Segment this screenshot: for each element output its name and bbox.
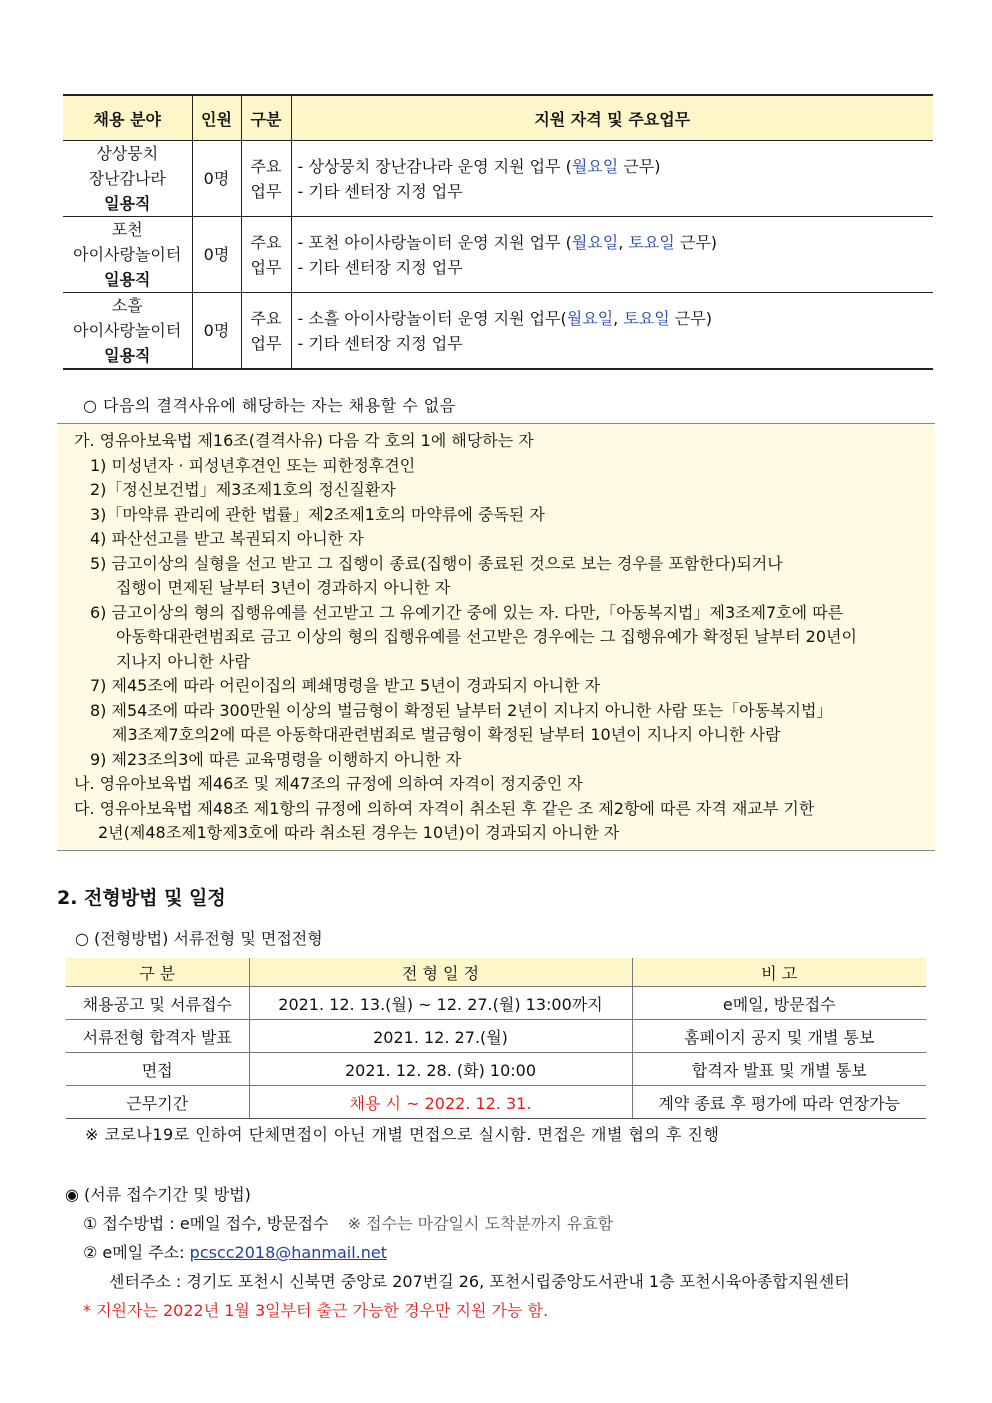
field-cell xyxy=(63,141,192,217)
schedule-date: 2021. 12. 13.(월) ~ 12. 27.(월) 13:00까지 xyxy=(249,987,632,1020)
schedule-table xyxy=(66,958,926,1119)
schedule-category: 근무기간 xyxy=(66,1086,249,1119)
schedule-category: 채용공고 및 서류접수 xyxy=(66,987,249,1020)
category-label: 업무 xyxy=(250,181,282,201)
method-note: ※ 접수는 마감일시 도착분까지 유효함 xyxy=(347,1214,614,1233)
duty-line: - 기타 센터장 지정 업무 xyxy=(297,333,463,353)
disq-line: 5) 금고이상의 실형을 선고 받고 그 집행이 종료(집행이 종료된 것으로 보는 경우를 포함한다)되거나 xyxy=(90,553,783,573)
disq-line: 9) 제23조의3에 따른 교육명령을 이행하지 아니한 자 xyxy=(90,749,462,769)
applicant-warning: * 지원자는 2022년 1월 3일부터 출근 가능한 경우만 지원 가능 함. xyxy=(83,1301,549,1320)
duty-line: - 기타 센터장 지정 업무 xyxy=(297,181,463,201)
application-method xyxy=(65,1209,850,1238)
disqualification-box xyxy=(57,423,935,851)
disq-line: 2)「정신보건법」제3조제1호의 정신질환자 xyxy=(90,480,396,499)
schedule-note: 합격자 발표 및 개별 통보 xyxy=(632,1053,926,1086)
category-cell xyxy=(241,293,291,370)
employment-type: 일용직 xyxy=(104,194,151,213)
table-row xyxy=(66,1086,926,1119)
category-cell xyxy=(241,217,291,293)
center-address: 센터주소 : 경기도 포천시 신북면 중앙로 207번길 26, 포천시립중앙도서관내 1층 포천시육아종합지원센터 xyxy=(109,1272,850,1291)
employment-type: 일용직 xyxy=(104,346,151,365)
duty-line: - 소흘 아이사랑놀이터 운영 지원 업무(월요일, 토요일 근무) xyxy=(297,308,712,328)
disq-line: 2년(제48조제1항제3호에 따라 취소된 경우는 10년)이 경과되지 아니한 자 xyxy=(98,823,620,842)
schedule-date: 2021. 12. 27.(월) xyxy=(249,1020,632,1053)
table-row xyxy=(66,987,926,1020)
header-category: 구분 xyxy=(241,95,291,141)
jobs-table xyxy=(63,94,933,370)
headcount: 0명 xyxy=(192,217,241,293)
duties-cell xyxy=(291,293,933,370)
header-schedule: 전 형 일 정 xyxy=(249,958,632,987)
screening-method: ○ (전형방법) 서류전형 및 면접전형 xyxy=(75,929,323,948)
disq-line: 지나지 아니한 사람 xyxy=(116,651,250,671)
disq-line: 나. 영유아보육법 제46조 및 제47조의 규정에 의하여 자격이 정지중인 자 xyxy=(74,774,583,793)
disq-line: 아동학대관련범죄로 금고 이상의 형의 집행유예를 선고받은 경우에는 그 집행유예가 확정된 날부터 20년이 xyxy=(116,627,857,646)
header-field: 채용 분야 xyxy=(63,95,192,141)
disqualification-notice: ○ 다음의 결격사유에 해당하는 자는 채용할 수 없음 xyxy=(83,396,456,415)
table-row xyxy=(63,217,933,293)
table-row xyxy=(63,293,933,370)
category-label: 주요 xyxy=(250,232,282,252)
schedule-note: e메일, 방문접수 xyxy=(632,987,926,1020)
field-cell xyxy=(63,293,192,370)
field-name: 아이사랑놀이터 xyxy=(73,321,182,340)
headcount: 0명 xyxy=(192,293,241,370)
table-row xyxy=(63,141,933,217)
field-name: 아이사랑놀이터 xyxy=(73,245,182,264)
field-name: 소흘 xyxy=(111,296,143,315)
headcount: 0명 xyxy=(192,141,241,217)
section-title: 2. 전형방법 및 일정 xyxy=(57,887,226,909)
disq-line: 가. 영유아보육법 제16조(결격사유) 다음 각 호의 1에 해당하는 자 xyxy=(74,431,534,450)
field-name: 상상뭉치 xyxy=(96,144,159,163)
schedule-header xyxy=(66,958,926,987)
header-category: 구 분 xyxy=(66,958,249,987)
disq-line: 1) 미성년자 · 피성년후견인 또는 피한정후견인 xyxy=(90,455,416,475)
jobs-table-header xyxy=(63,95,933,141)
schedule-note: 홈페이지 공지 및 개별 통보 xyxy=(632,1020,926,1053)
application-heading: ◉ (서류 접수기간 및 방법) xyxy=(65,1185,251,1204)
duties-cell xyxy=(291,217,933,293)
duties-cell xyxy=(291,141,933,217)
category-label: 업무 xyxy=(250,257,282,277)
disq-line: 6) 금고이상의 형의 집행유예를 선고받고 그 유예기간 중에 있는 자. 다만,「아동복지법」제3조제7호에 따른 xyxy=(90,602,844,622)
email-link[interactable]: pcscc2018@hanmail.net xyxy=(189,1243,387,1262)
table-row xyxy=(66,1053,926,1086)
employment-type: 일용직 xyxy=(104,270,151,289)
schedule-note: 계약 종료 후 평가에 따라 연장가능 xyxy=(632,1086,926,1119)
duty-line: - 상상뭉치 장난감나라 운영 지원 업무 (월요일 근무) xyxy=(297,156,661,176)
application-email xyxy=(65,1238,850,1267)
schedule-category: 서류전형 합격자 발표 xyxy=(66,1020,249,1053)
field-cell xyxy=(63,217,192,293)
header-note: 비 고 xyxy=(632,958,926,987)
application-section xyxy=(65,1180,850,1325)
field-name: 장난감나라 xyxy=(88,169,166,188)
schedule-date: 채용 시 ~ 2022. 12. 31. xyxy=(249,1086,632,1119)
disq-line: 7) 제45조에 따라 어린이집의 폐쇄명령을 받고 5년이 경과되지 아니한 자 xyxy=(90,676,601,695)
category-cell xyxy=(241,141,291,217)
duty-line: - 포천 아이사랑놀이터 운영 지원 업무 (월요일, 토요일 근무) xyxy=(297,232,718,252)
disq-line: 집행이 면제된 날부터 3년이 경과하지 아니한 자 xyxy=(116,578,451,597)
disq-line: 제3조제7호의2에 따른 아동학대관련범죄로 벌금형이 확정된 날부터 10년이 지나지 아니한 사람 xyxy=(112,725,781,744)
disq-line: 4) 파산선고를 받고 복권되지 아니한 자 xyxy=(90,529,364,548)
schedule-date: 2021. 12. 28. (화) 10:00 xyxy=(249,1053,632,1086)
email-label: ② e메일 주소: xyxy=(83,1243,190,1262)
header-duties: 지원 자격 및 주요업무 xyxy=(291,95,933,141)
field-name: 포천 xyxy=(111,220,143,239)
category-label: 주요 xyxy=(250,308,282,328)
header-count: 인원 xyxy=(192,95,241,141)
category-label: 업무 xyxy=(250,333,282,353)
method-label: ① 접수방법 : e메일 접수, 방문접수 xyxy=(83,1214,329,1233)
schedule-category: 면접 xyxy=(66,1053,249,1086)
duty-line: - 기타 센터장 지정 업무 xyxy=(297,257,463,277)
category-label: 주요 xyxy=(250,156,282,176)
disq-line: 다. 영유아보육법 제48조 제1항의 규정에 의하여 자격이 취소된 후 같은 조 제2항에 따른 자격 재교부 기한 xyxy=(74,798,815,818)
disq-line: 3)「마약류 관리에 관한 법률」제2조제1호의 마약류에 중독된 자 xyxy=(90,504,545,524)
covid-note: ※ 코로나19로 인하여 단체면접이 아닌 개별 면접으로 실시함. 면접은 개별 협의 후 진행 xyxy=(85,1125,720,1144)
table-row xyxy=(66,1020,926,1053)
disq-line: 8) 제54조에 따라 300만원 이상의 벌금형이 확정된 날부터 2년이 지나지 아니한 사람 또는「아동복지법」 xyxy=(90,700,833,720)
